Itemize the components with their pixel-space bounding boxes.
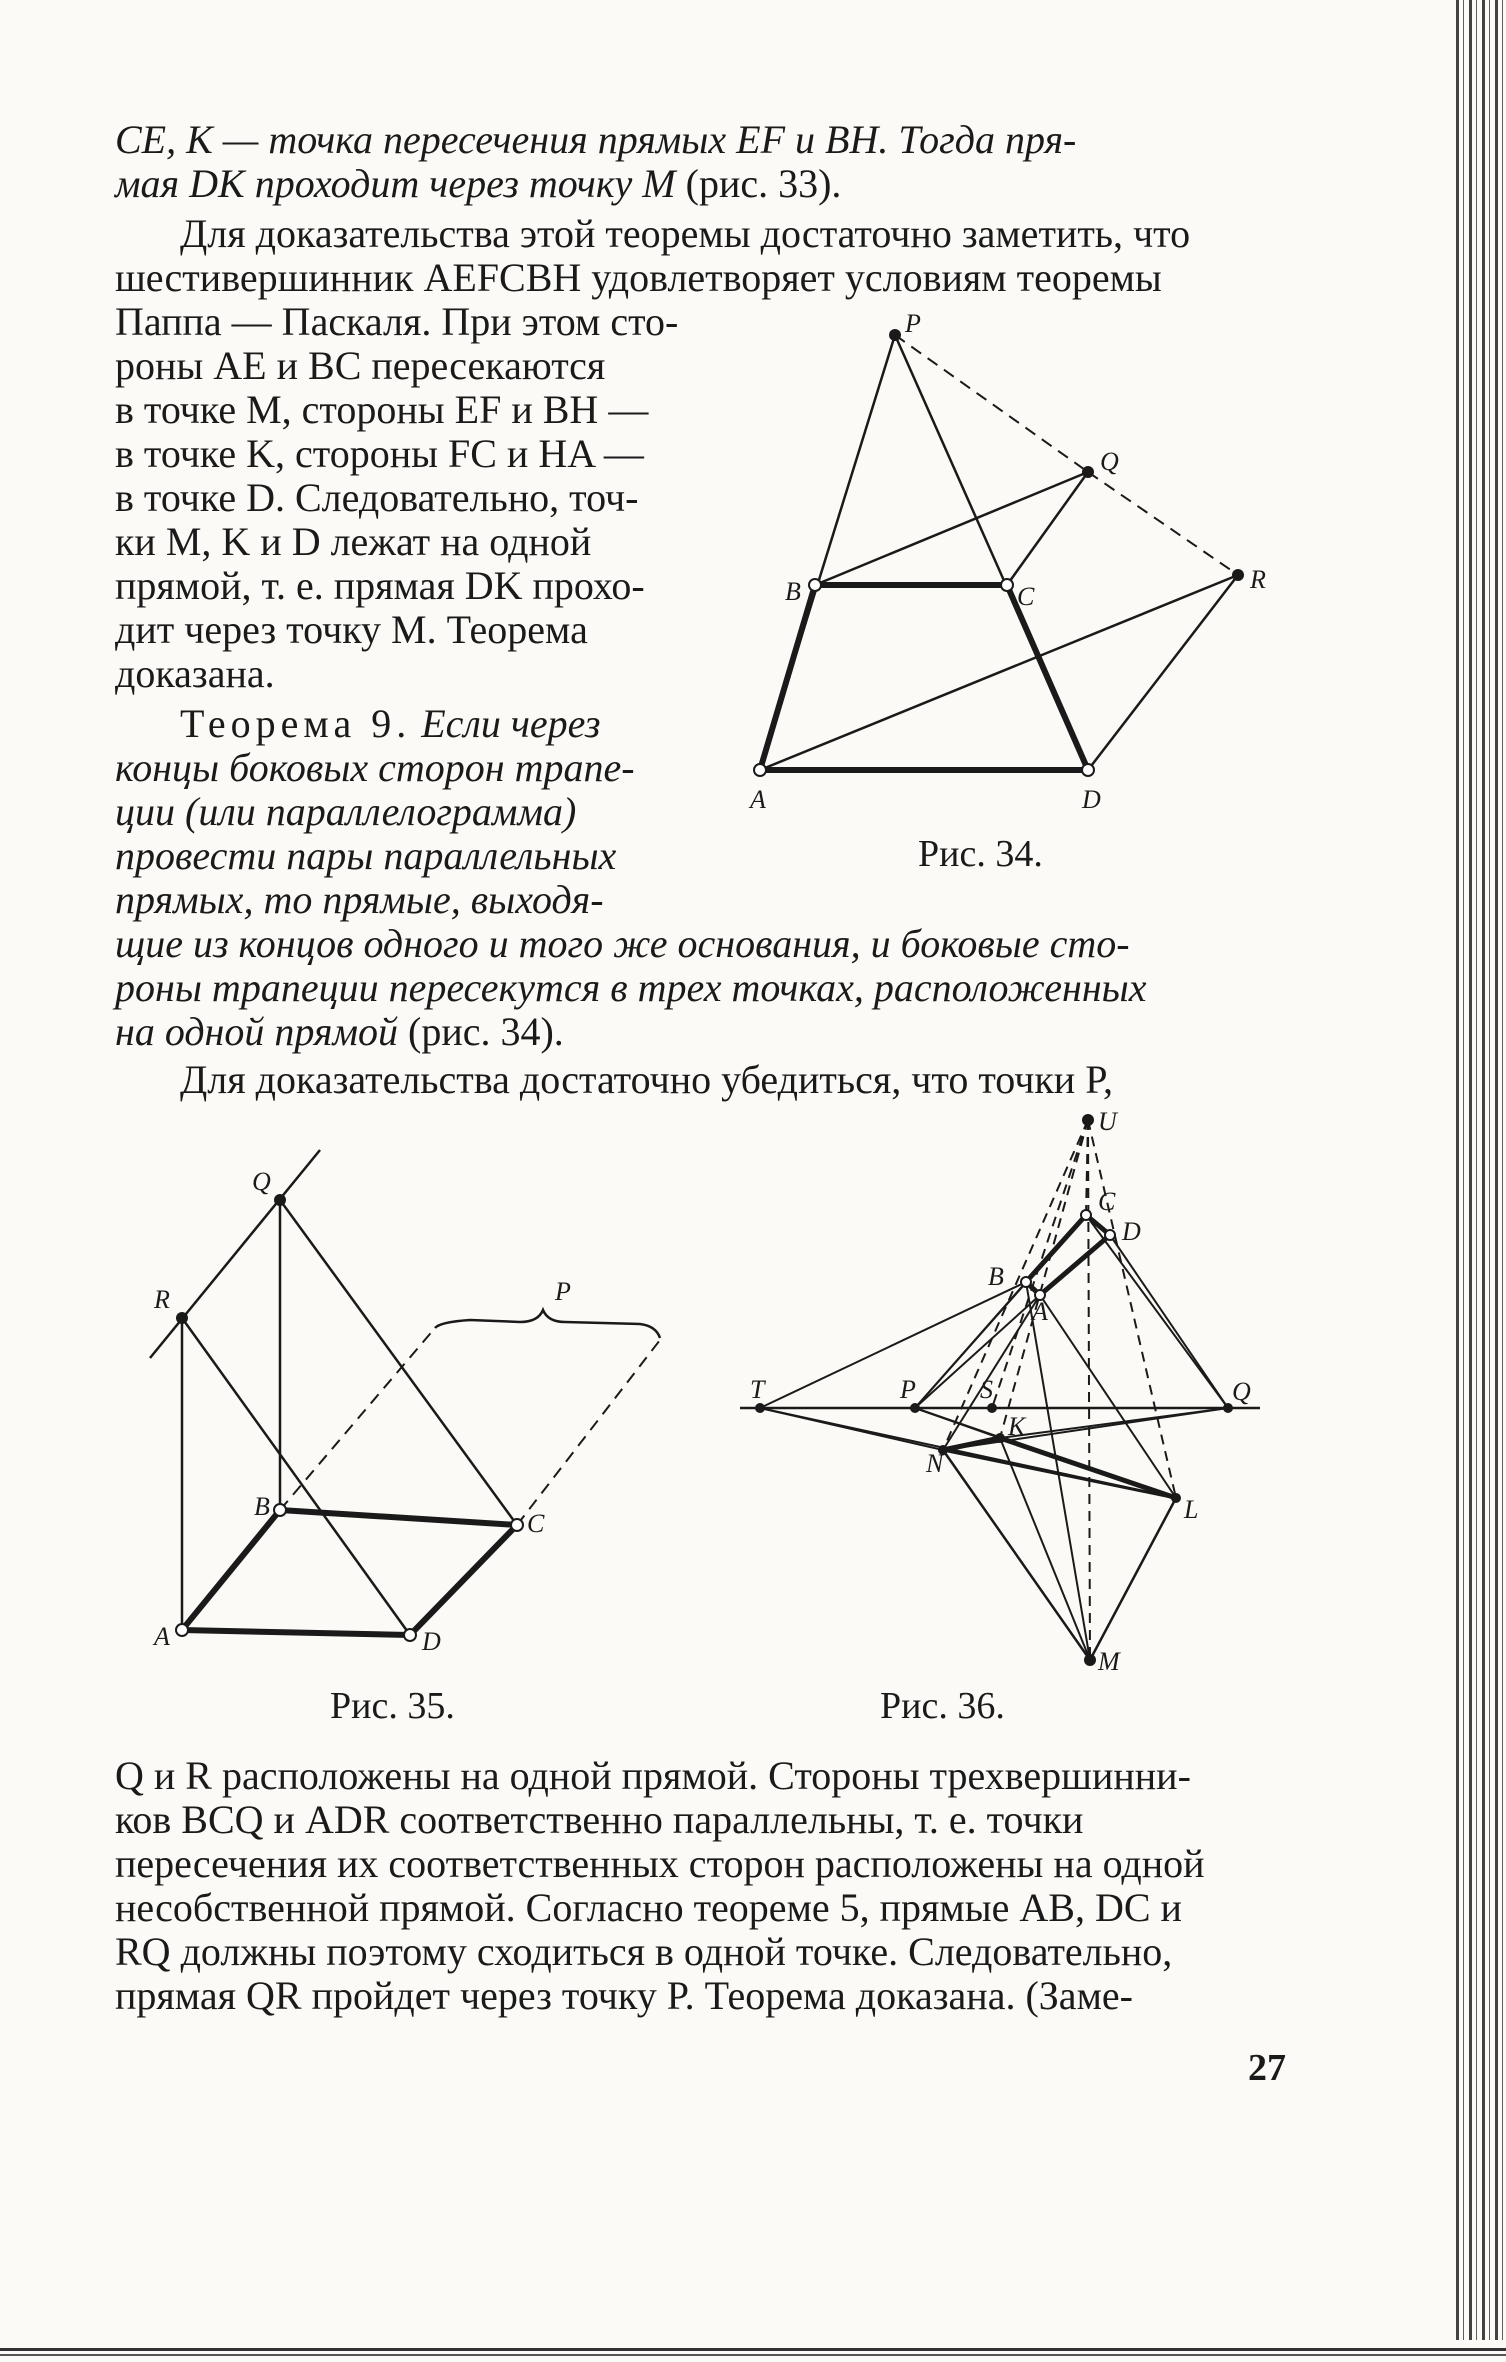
- f36-label-A: A: [1032, 1297, 1048, 1326]
- f36-label-S: S: [980, 1375, 993, 1404]
- text-line-25: пересечения их соответственных сторон расположены на одной: [115, 1841, 1205, 1886]
- f35-label-A: A: [154, 1622, 170, 1651]
- f36-dash-UM: [1088, 1120, 1090, 1660]
- f35-brace: [435, 1310, 660, 1338]
- f35-side-AB: [182, 1510, 280, 1630]
- text-line-23: Q и R расположены на одной прямой. Стороны трехвершинни-: [115, 1753, 1191, 1798]
- text-line-24: ков BCQ и ADR соответственно параллельны, т. е. точки: [115, 1797, 1084, 1842]
- f34-label-C: C: [1017, 582, 1035, 611]
- f35-label-Q: Q: [252, 1167, 271, 1196]
- text-line-28: прямая QR пройдет через точку P. Теорема доказана. (Заме-: [115, 1973, 1133, 2018]
- f35-line-CP-dashed: [517, 1340, 660, 1525]
- f35-point-A: [176, 1624, 188, 1636]
- f36-point-B: [1021, 1277, 1031, 1287]
- f36-point-C: [1081, 1210, 1091, 1220]
- f36-line-AN: [943, 1295, 1040, 1450]
- f36-line-CQ: [1086, 1215, 1228, 1408]
- f36-label-B: B: [988, 1262, 1004, 1291]
- f34-label-Q: Q: [1100, 447, 1119, 476]
- f35-side-DA: [182, 1630, 410, 1635]
- f35-label-P: P: [555, 1277, 571, 1306]
- figure-36: [730, 1110, 1290, 1680]
- f36-side-DA: [1040, 1235, 1110, 1295]
- theorem-start: Если через: [411, 701, 601, 746]
- f35-line-QC: [280, 1200, 517, 1525]
- f36-line-TN: [760, 1408, 943, 1450]
- f35-point-R: [176, 1312, 188, 1324]
- text-line-19: щие из концов одного и того же основания, и боковые сто-: [115, 921, 1130, 966]
- f34-line-PQ-dashed: [895, 335, 1088, 472]
- f36-line-LM: [1090, 1498, 1176, 1660]
- f35-label-C: C: [527, 1509, 545, 1538]
- f36-line-PA: [915, 1295, 1040, 1408]
- f35-label-R: R: [154, 1285, 170, 1314]
- text-line-12: дит через точку M. Теорема: [115, 607, 588, 652]
- f36-line-QK: [1000, 1408, 1228, 1438]
- text-line-21: [115, 1010, 564, 1054]
- f36-side-NK: [943, 1438, 1000, 1450]
- text-line-4: шестивершинник AEFCBH удовлетворяет условиям теоремы: [115, 255, 1162, 300]
- f36-line-AL: [1040, 1295, 1176, 1498]
- f34-point-C: [1001, 579, 1013, 591]
- f36-label-L: L: [1184, 1495, 1199, 1524]
- caption-fig35: Рис. 35.: [330, 1685, 455, 1727]
- text-line-7: в точке M, стороны EF и BH —: [115, 387, 649, 432]
- f36-point-S: [987, 1403, 997, 1413]
- f36-point-L: [1171, 1493, 1181, 1503]
- f34-point-Q: [1082, 466, 1094, 478]
- f35-point-D: [404, 1629, 416, 1641]
- text-line-1: CE, K — точка пересечения прямых EF и BH. Тогда пря-: [115, 117, 1077, 162]
- f34-line-QR-dashed: [1088, 472, 1238, 575]
- f34-label-R: R: [1250, 565, 1266, 594]
- f36-label-P: P: [900, 1375, 916, 1404]
- f36-point-M: [1084, 1654, 1096, 1666]
- f34-point-P: [889, 329, 901, 341]
- f36-label-D: D: [1122, 1217, 1141, 1246]
- f36-point-D: [1105, 1230, 1115, 1240]
- page-number: 27: [1248, 2047, 1286, 2089]
- f35-point-B: [274, 1504, 286, 1516]
- f36-label-M: M: [1098, 1647, 1120, 1676]
- f34-label-P: P: [905, 310, 921, 338]
- f35-label-D: D: [422, 1627, 441, 1656]
- text-line-8: в точке K, стороны FC и HA —: [115, 431, 644, 476]
- f34-point-B: [809, 579, 821, 591]
- f36-point-U: [1082, 1114, 1094, 1126]
- f36-label-C: C: [1098, 1187, 1116, 1216]
- figure-34: [730, 310, 1290, 830]
- text-line-10: ки M, K и D лежат на одной: [115, 519, 592, 564]
- text-line-15: концы боковых сторон трапе-: [115, 745, 635, 790]
- theorem-title: Теорема 9.: [180, 701, 412, 746]
- f35-line-through-RQ: [150, 1150, 320, 1358]
- f35-point-Q: [274, 1194, 286, 1206]
- caption-fig34: Рис. 34.: [918, 833, 1043, 875]
- f34-point-D: [1082, 764, 1094, 776]
- f36-label-K: K: [1008, 1412, 1026, 1441]
- f36-line-BM: [1026, 1282, 1090, 1660]
- text-line-18: прямых, то прямые, выходя-: [115, 877, 604, 922]
- f36-label-U: U: [1098, 1110, 1117, 1136]
- text-line-2-italic: мая DK проходит через точку M: [115, 161, 676, 206]
- text-line-21-italic: на одной прямой: [115, 1009, 398, 1054]
- f34-label-B: B: [785, 577, 801, 606]
- f36-label-T: T: [750, 1375, 765, 1404]
- f36-label-Q: Q: [1232, 1377, 1251, 1406]
- f36-point-K: [995, 1433, 1005, 1443]
- f35-side-BC: [280, 1510, 517, 1525]
- f36-dash-UL: [1088, 1120, 1176, 1498]
- f36-dash-UN: [943, 1120, 1088, 1450]
- text-line-27: RQ должны поэтому сходиться в одной точке. Следовательно,: [115, 1929, 1173, 1974]
- f34-label-D: D: [1082, 785, 1101, 814]
- text-line-3: Для доказательства этой теоремы достаточно заметить, что: [180, 211, 1191, 256]
- text-line-9: в точке D. Следовательно, точ-: [115, 475, 639, 520]
- figure-35: [140, 1140, 700, 1660]
- text-line-20: роны трапеции пересекутся в трех точках, расположенных: [115, 965, 1147, 1010]
- page-bottom-edge: [0, 2340, 1506, 2362]
- text-line-22: Для доказательства достаточно убедиться, что точки P,: [180, 1057, 1114, 1102]
- f36-line-DQ: [1110, 1235, 1228, 1408]
- f34-point-R: [1232, 569, 1244, 581]
- f36-label-N: N: [926, 1449, 944, 1478]
- text-line-11: прямой, т. е. прямая DK прохо-: [115, 563, 645, 608]
- text-line-17: провести пары параллельных: [115, 833, 617, 878]
- f36-line-NM: [943, 1450, 1090, 1660]
- text-line-13: доказана.: [115, 651, 275, 696]
- f36-point-P: [910, 1403, 920, 1413]
- f35-side-CD: [410, 1525, 517, 1635]
- text-line-14: [180, 702, 601, 746]
- text-line-2-ref: (рис. 33).: [675, 161, 842, 206]
- caption-fig36: Рис. 36.: [880, 1685, 1005, 1727]
- f36-dash-UC: [1086, 1120, 1088, 1215]
- page-edge-binding: [1456, 0, 1506, 2362]
- text-line-2: [115, 162, 841, 206]
- f34-side-CD: [1007, 585, 1088, 770]
- text-line-26: несобственной прямой. Согласно теореме 5, прямые AB, DC и: [115, 1885, 1182, 1930]
- f34-point-A: [754, 764, 766, 776]
- text-line-21-ref: (рис. 34).: [398, 1009, 564, 1054]
- f36-point-T: [755, 1403, 765, 1413]
- text-line-5: Паппа — Паскаля. При этом сто-: [115, 299, 679, 344]
- f34-label-A: A: [750, 785, 766, 814]
- f34-side-AB: [760, 585, 815, 770]
- f34-line-AR: [760, 575, 1238, 770]
- f35-label-B: B: [254, 1492, 270, 1521]
- f35-point-C: [511, 1519, 523, 1531]
- f36-side-BC: [1026, 1215, 1086, 1282]
- text-line-6: роны AE и BC пересекаются: [115, 343, 606, 388]
- f35-line-BP-dashed: [280, 1328, 435, 1510]
- text-line-16: ции (или параллелограмма): [115, 789, 577, 834]
